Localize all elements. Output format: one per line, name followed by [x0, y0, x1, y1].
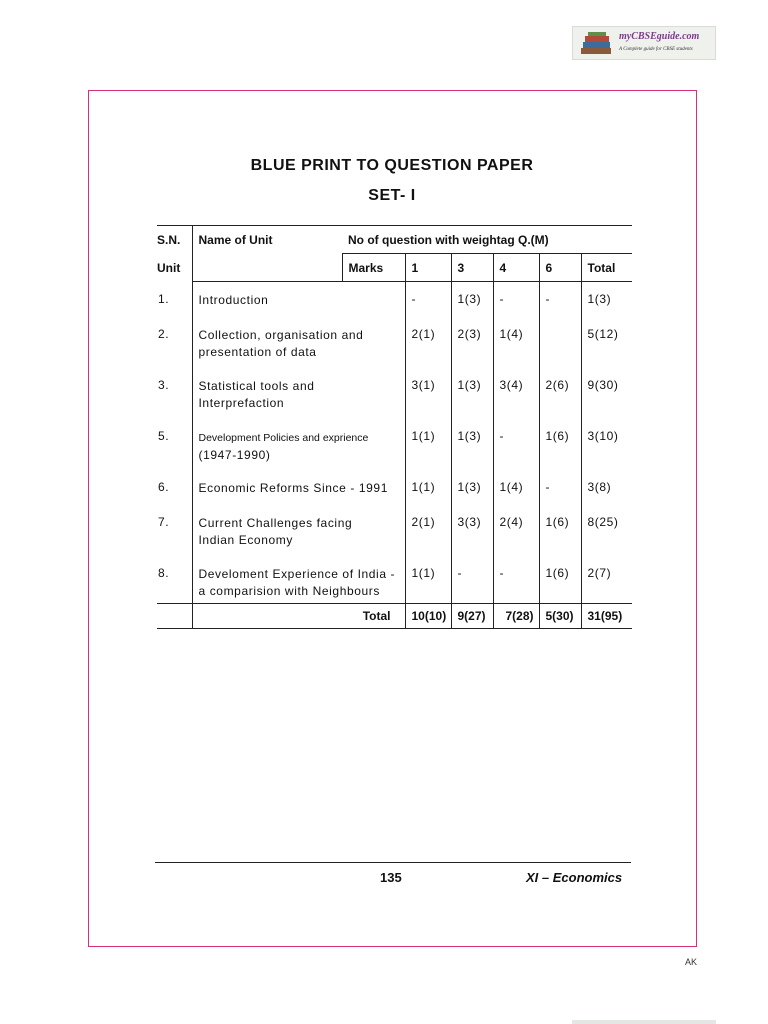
footer-initials: AK	[685, 957, 698, 967]
row-total: 9(30)	[587, 377, 619, 392]
row-mark-4: 1(4)	[493, 317, 539, 368]
logo-brand: myCBSEguide.com	[619, 31, 700, 42]
table-row	[157, 470, 632, 505]
row-mark-3: 1(3)	[451, 368, 493, 419]
row-unit-name: Current Challenges facing Indian Economy	[192, 505, 405, 556]
header-sn: S.N.	[157, 226, 192, 254]
row-sn: 6.	[157, 470, 192, 505]
document-subtitle: SET- I	[368, 187, 416, 204]
row-total: 3(8)	[587, 479, 612, 494]
row-sn: 7.	[157, 505, 192, 556]
row-mark-1: -	[405, 282, 451, 317]
total-label: Total	[192, 604, 405, 629]
table-row	[157, 505, 632, 556]
total-mark-1: 10(10)	[405, 604, 451, 629]
row-total: 1(3)	[587, 292, 612, 306]
row-unit-name: Development Policies and exprience (1947-1990)	[192, 419, 405, 470]
table-row	[157, 419, 632, 470]
row-mark-1: 3(1)	[405, 368, 451, 419]
row-total: 5(12)	[587, 326, 619, 341]
row-mark-4: -	[493, 556, 539, 604]
row-mark-4: 2(4)	[493, 505, 539, 556]
row-unit-name: Collection, organisation and presentation of data	[192, 317, 405, 368]
table-header-row-1	[157, 226, 632, 254]
row-unit-name: Develoment Experience of India - a comparision with Neighbours	[192, 556, 405, 604]
row-unit-name: Economic Reforms Since - 1991	[192, 470, 405, 505]
row-sn: 8.	[157, 556, 192, 604]
row-mark-4: 1(4)	[493, 470, 539, 505]
total-mark-6: 5(30)	[539, 604, 581, 629]
footer-subject: XI – Economics	[526, 870, 623, 885]
row-mark-4: -	[493, 419, 539, 470]
document-title: BLUE PRINT TO QUESTION PAPER	[250, 157, 534, 174]
row-mark-3: 3(3)	[451, 505, 493, 556]
row-mark-4: -	[493, 282, 539, 317]
row-mark-6	[539, 317, 581, 368]
header-total: Total	[581, 254, 632, 282]
row-mark-3: 1(3)	[451, 470, 493, 505]
header-weightage: No of question with weightag Q.(M)	[342, 226, 632, 254]
header-mark-4: 4	[493, 254, 539, 282]
row-sn: 1.	[157, 282, 192, 317]
row-mark-4: 3(4)	[493, 368, 539, 419]
row-unit-name: Statistical tools and Interprefaction	[192, 368, 405, 419]
row-unit-name: Introduction	[192, 282, 405, 317]
header-unit: Unit	[157, 254, 192, 282]
table-row	[157, 317, 632, 368]
row-sn: 2.	[157, 317, 192, 368]
page-number: 135	[380, 870, 402, 885]
blueprint-table	[157, 225, 632, 629]
table-total-row	[157, 604, 632, 629]
row-mark-1: 1(1)	[405, 419, 451, 470]
logo-tagline: A Complete guide for CBSE students	[619, 47, 693, 52]
total-mark-4: 7(28)	[493, 604, 539, 629]
row-mark-1: 2(1)	[405, 505, 451, 556]
header-mark-3: 3	[451, 254, 493, 282]
row-mark-1: 2(1)	[405, 317, 451, 368]
header-mark-6: 6	[539, 254, 581, 282]
row-mark-3: 1(3)	[451, 419, 493, 470]
row-mark-6: 2(6)	[539, 368, 581, 419]
row-mark-3: -	[451, 556, 493, 604]
table-header-row-2	[157, 254, 632, 282]
table-row	[157, 556, 632, 604]
row-mark-1: 1(1)	[405, 556, 451, 604]
total-mark-3: 9(27)	[451, 604, 493, 629]
table-row	[157, 282, 632, 317]
books-icon	[579, 31, 615, 57]
row-mark-6: -	[539, 282, 581, 317]
footer-rule	[155, 862, 631, 863]
header-marks: Marks	[342, 254, 405, 282]
row-mark-6: 1(6)	[539, 419, 581, 470]
header-name-of-unit: Name of Unit	[192, 226, 342, 254]
row-sn: 3.	[157, 368, 192, 419]
row-sn: 5.	[157, 419, 192, 470]
row-mark-3: 2(3)	[451, 317, 493, 368]
row-mark-6: 1(6)	[539, 505, 581, 556]
row-total: 2(7)	[587, 565, 612, 580]
row-mark-6: -	[539, 470, 581, 505]
row-total: 8(25)	[587, 514, 619, 529]
table-row	[157, 368, 632, 419]
header-mark-1: 1	[405, 254, 451, 282]
row-mark-1: 1(1)	[405, 470, 451, 505]
bottom-strip	[572, 1020, 716, 1024]
site-logo	[572, 26, 716, 60]
row-total: 3(10)	[587, 428, 619, 443]
total-grand: 31(95)	[581, 604, 632, 629]
row-mark-3: 1(3)	[451, 282, 493, 317]
row-mark-6: 1(6)	[539, 556, 581, 604]
